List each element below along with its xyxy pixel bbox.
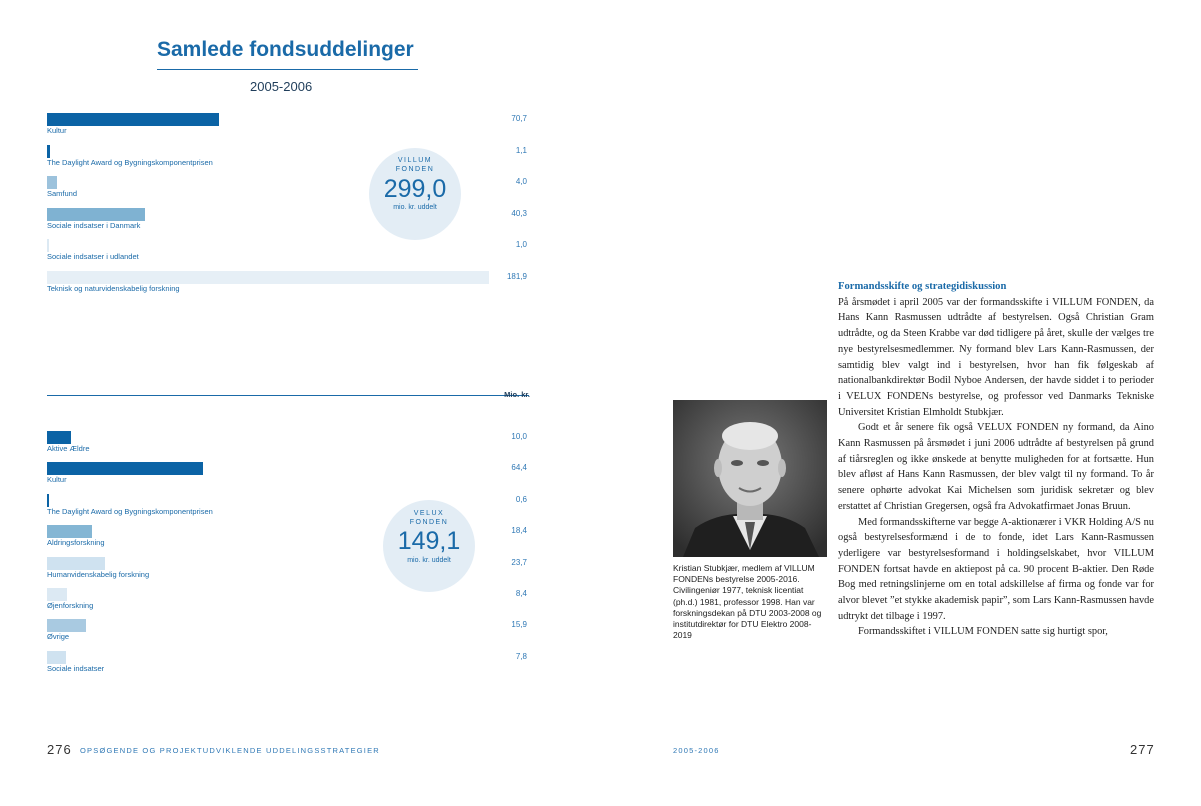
bar-category-label: Teknisk og naturvidenskabelig forskning (47, 284, 180, 293)
bar (47, 619, 86, 632)
right-running-head: 2005-2006 (673, 746, 720, 755)
bar (47, 208, 145, 221)
article-paragraph: Med formandsskifterne var begge A-aktionærer i VKR Holding A/S nu også bestyrelsesformænd i de to fonde, idet Lars Kann-Rasmussen yderligere var bestyrelsesformand i holdingselskabet, hvor VILLUM FONDEN fortsat havde en aktiepost på ca. 90 procent B-aktier. Den Røde Bog med retningslinjerne om en total adskillelse af firma og fonde var for alvor blevet ”et stykke akademisk papir”, som Lars Kann-Rasmussen havde udtrykt det tilbage i 1997. (838, 516, 1154, 622)
bar (47, 462, 203, 475)
bar-value-label: 70,7 (511, 114, 527, 123)
bar-category-label: Samfund (47, 189, 78, 199)
bar-category-label: Aktive Ældre (47, 444, 90, 453)
bar-value-label: 23,7 (511, 557, 527, 567)
bar (47, 557, 105, 570)
unit-divider (47, 395, 529, 396)
bar-value-label: 64,4 (511, 463, 527, 473)
bar-category-label: Sociale indsatser i udlandet (47, 252, 139, 262)
bar (47, 588, 67, 601)
velux-total-value: 149,1 (397, 527, 461, 555)
chart-title: Samlede fondsuddelinger (157, 38, 414, 61)
chart-subtitle: 2005-2006 (250, 79, 313, 94)
bar-value-label: 1,1 (515, 145, 527, 155)
bar-value-label: 181,9 (506, 272, 527, 281)
villum-total-unit: mio. kr. uddelt (393, 204, 437, 211)
bar-value-label: 7,8 (515, 651, 527, 661)
bar-category-label: Kultur (47, 475, 67, 485)
bar-value-label: 40,3 (511, 208, 527, 218)
bar-value-label: 10,0 (511, 432, 527, 441)
bar-category-label: The Daylight Award og Bygningskomponentprisen (47, 506, 213, 516)
bar-category-label: Aldringsforskning (47, 538, 105, 548)
article-paragraph: Godt et år senere fik også VELUX FONDEN ny formand, da Aino Kann Rasmussen på årsmødet i juni 2006 udtrådte af bestyrelsen på grund af tiårsreglen og ikke ønskede at benytte muligheden for at fortsætte. Hun blev afløst af Hans Kann Rasmussen, der blev valgt til ny formand. To år senere ophørte advokat Kai Michelsen som juridisk sekretær og blev erstattet af Christian Gregersen, også fra Advokatfirmaet Jonas Bruun. (838, 422, 1154, 512)
bar-category-label: Sociale indsatser (47, 663, 105, 673)
bar-value-label: 0,6 (515, 494, 527, 504)
bar (47, 431, 71, 444)
villum-fund-label: VILLUM FONDEN (395, 157, 435, 173)
photo-caption: Kristian Stubkjær, medlem af VILLUM FONDENs bestyrelse 2005-2016. Civilingeniør 1977, teknisk licentiat (ph.d.) 1981, professor 1998. Han var forskningsdekan på DTU 2003-2008 og institutdirektør for DTU Elektro 2008-2019 (673, 563, 822, 641)
bar-value-label: 15,9 (511, 620, 527, 630)
bar (47, 113, 219, 126)
bar-category-label: The Daylight Award og Bygningskomponentprisen (47, 157, 213, 167)
bar-value-label: 4,0 (515, 177, 527, 187)
bar-category-label: Øjenforskning (47, 601, 94, 610)
left-running-head: OPSØGENDE OG PROJEKTUDVIKLENDE UDDELINGSSTRATEGIER (80, 746, 380, 755)
bar (47, 145, 50, 158)
velux-total-unit: mio. kr. uddelt (407, 557, 451, 564)
bar-value-label: 18,4 (511, 526, 527, 536)
bar-category-label: Sociale indsatser i Danmark (47, 220, 141, 230)
article-heading: Formandsskifte og strategidiskussion (838, 281, 1007, 292)
portrait-photo (673, 400, 827, 557)
right-page-number: 277 (1130, 742, 1155, 757)
article-paragraph: På årsmødet i april 2005 var der formandsskifte i VILLUM FONDEN, da Hans Kann Rasmussen udtrådte af bestyrelsen. Også Christian Gram udtrådte, og da Steen Krabbe var død tidligere på året, skulle der vælges tre nye bestyrelsesmedlemmer. Ny formand blev Lars Kann-Rasmussen, der samtidig blev valgt ind i bestyrelsen, hvor han fik følgeskab af nationalbankdirektør Bodil Nyboe Andersen, der havde siddet i to perioder i VELUX FONDENs bestyrelse, og professor ved Danmarks Tekniske Universitet Kristian Elmholdt Stubkjær. (838, 296, 1154, 418)
bar-category-label: Humanvidenskabelig forskning (47, 569, 150, 579)
bar (47, 271, 489, 284)
bar (47, 176, 57, 189)
unit-label: Mio. kr. (504, 390, 530, 399)
title-underline (157, 69, 418, 70)
left-page-number: 276 (47, 742, 72, 757)
bar (47, 651, 66, 664)
bar (47, 525, 92, 538)
bar-value-label: 1,0 (515, 240, 527, 250)
bar-category-label: Kultur (47, 126, 67, 135)
velux-fund-label: VELUX FONDEN (409, 510, 449, 526)
villum-total-circle (369, 148, 461, 240)
bar (47, 494, 49, 507)
article-paragraph: Formandsskiftet i VILLUM FONDEN satte sig hurtigt spor, (858, 626, 1108, 638)
villum-total-value: 299,0 (383, 175, 447, 203)
bar-value-label: 8,4 (515, 589, 527, 598)
article-column (838, 279, 1154, 640)
bar (47, 239, 49, 252)
velux-total-circle (383, 500, 475, 592)
bar-category-label: Øvrige (47, 632, 70, 642)
